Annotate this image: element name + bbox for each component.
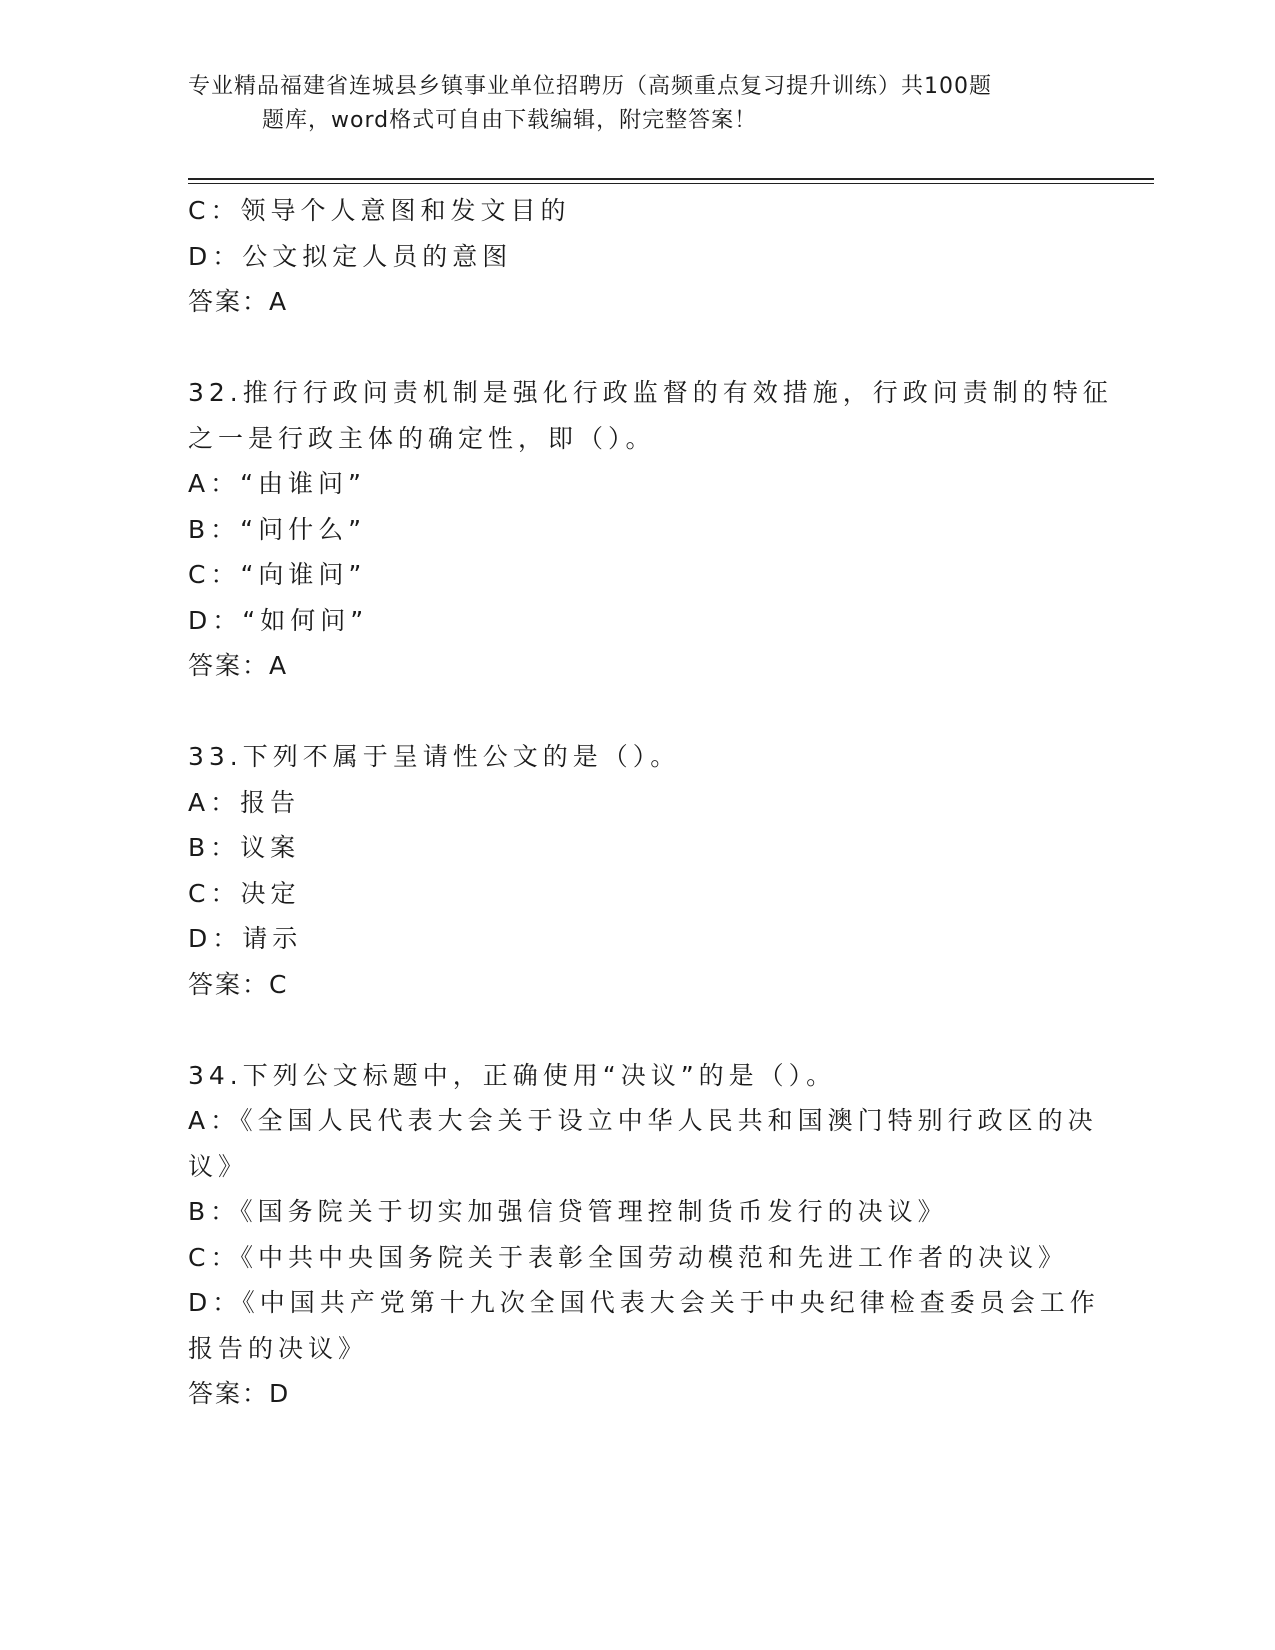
q33-stem: 33.下列不属于呈请性公文的是（）。: [188, 742, 681, 771]
q31-answer: 答案：A: [188, 287, 289, 316]
q32-answer: 答案：A: [188, 651, 289, 680]
header-divider-thick: [188, 178, 1154, 180]
q33-option-b: B：议案: [188, 833, 301, 862]
q34-option-c: C：《中共中央国务院关于表彰全国劳动模范和先进工作者的决议》: [188, 1242, 1068, 1272]
header-divider-thin: [188, 183, 1154, 184]
q34-option-d-line-2: 报告的决议》: [188, 1333, 369, 1363]
spacer: [188, 689, 1088, 735]
q34-stem: 34.下列公文标题中，正确使用“决议”的是（）。: [188, 1060, 837, 1090]
q32-option-d: D：“如何问”: [188, 605, 369, 635]
question-content: [188, 188, 1113, 1417]
q32-stem-line-2: 之一是行政主体的确定性，即（）。: [188, 423, 656, 453]
q33-option-a: A：报告: [188, 787, 301, 817]
q31-option-c: C：领导个人意图和发文目的: [188, 196, 571, 225]
header-title-line-1: 专业精品福建省连城县乡镇事业单位招聘历（高频重点复习提升训练）共100题: [188, 74, 992, 99]
q34-option-b: B：《国务院关于切实加强信贷管理控制货币发行的决议》: [188, 1197, 948, 1226]
q33-option-d: D：请示: [188, 924, 303, 953]
q33-option-c: C：决定: [188, 878, 301, 908]
page-header: [0, 70, 1275, 138]
q32-option-a: A：“由谁问”: [188, 469, 367, 498]
spacer: [188, 325, 1088, 371]
q34-answer: 答案：D: [188, 1379, 291, 1408]
q31-option-d: D：公文拟定人员的意图: [188, 241, 513, 271]
q34-option-a-line-2: 议》: [188, 1151, 249, 1181]
q32-option-c: C：“向谁问”: [188, 560, 367, 589]
q34-option-a-line-1: A：《全国人民代表大会关于设立中华人民共和国澳门特别行政区的决: [188, 1106, 1098, 1135]
q32-option-b: B：“问什么”: [188, 514, 367, 544]
q32-stem-line-1: 32.推行行政问责机制是强化行政监督的有效措施，行政问责制的特征: [188, 378, 1113, 407]
q33-answer: 答案：C: [188, 969, 289, 999]
header-title-line-2: 题库，word格式可自由下载编辑，附完整答案！: [262, 108, 758, 133]
q34-option-d-line-1: D：《中国共产党第十九次全国代表大会关于中央纪律检查委员会工作: [188, 1288, 1100, 1317]
spacer: [188, 1007, 1088, 1053]
